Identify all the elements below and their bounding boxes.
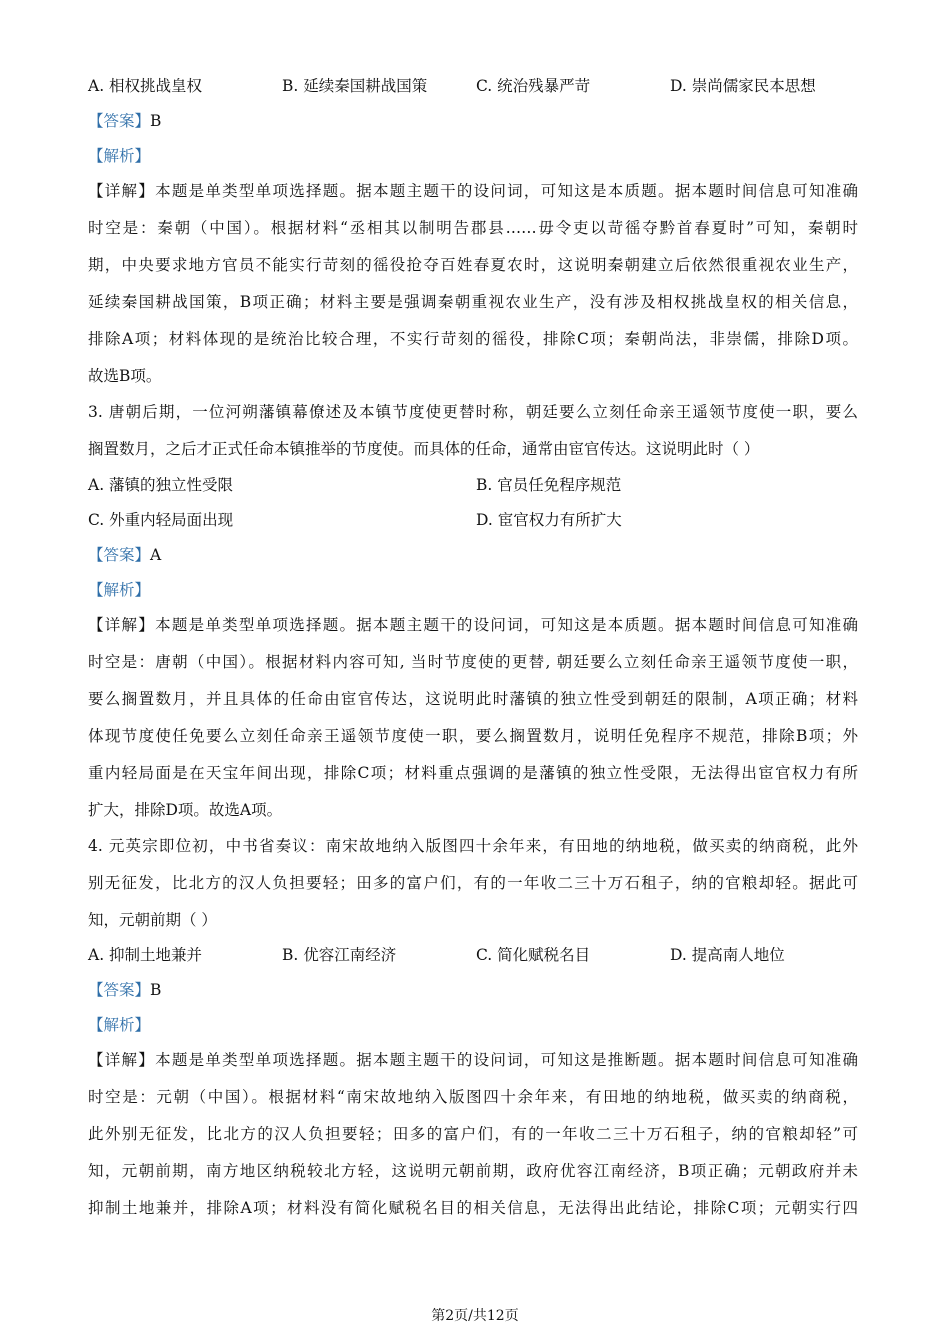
q3-option-c: C. 外重内轻局面出现 (88, 511, 234, 529)
answer-value: A (150, 546, 162, 564)
q2-detail-line: 延续秦国耕战国策，B项正确；材料主要是强调秦朝重视农业生产，没有涉及相权挑战皇权的相关信息， (88, 293, 858, 311)
q4-detail-line: 知，元朝前期，南方地区纳税较北方轻，这说明元朝前期，政府优容江南经济，B项正确；元朝政府并未 (88, 1162, 858, 1180)
q2-detail-line: 排除A项；材料体现的是统治比较合理，不实行苛刻的徭役，排除C项；秦朝尚法，非崇儒，排除D项。 (88, 330, 858, 348)
q2-option-b: B. 延续秦国耕战国策 (282, 77, 428, 95)
q4-stem-line: 知，元朝前期（ ） (88, 911, 217, 929)
q3-detail-line: 时空是：唐朝（中国）。根据材料内容可知, 当时节度使的更替, 朝廷要么立刻任命亲王遥领节度使一职， (88, 653, 858, 671)
answer-tag: 【答案】 (88, 112, 151, 130)
q4-detail-line: 抑制土地兼并，排除A项；材料没有简化赋税名目的相关信息，无法得出此结论，排除C项；元朝实行四 (88, 1199, 858, 1217)
q3-detail-line (88, 615, 858, 635)
q4-option-c: C. 简化赋税名目 (476, 946, 591, 964)
answer-tag: 【答案】 (88, 546, 151, 564)
q3-detail-line: 要么搁置数月，并且具体的任命由宦官传达，这说明此时藩镇的独立性受到朝廷的限制，A项正确；材料 (88, 690, 858, 708)
q4-option-a: A. 抑制土地兼并 (88, 946, 203, 964)
q2-detail-line: 时空是：秦朝（中国）。根据材料“丞相其以制明告郡县……毋令吏以苛徭夺黔首春夏时”可知，秦朝时 (88, 219, 858, 237)
q3-answer (88, 545, 161, 565)
detail-tag: 【详解】 (88, 182, 156, 200)
q2-option-d: D. 崇尚儒家民本思想 (670, 77, 816, 95)
detail-text: 本题是单类型单项选择题。据本题主题干的设问词，可知这是推断题。据本题时间信息可知准确 (155, 1051, 858, 1069)
q4-stem-line: 4. 元英宗即位初，中书省奏议：南宋故地纳入版图四十余年来，有田地的纳地税，做买卖的纳商税，此外 (88, 837, 858, 855)
answer-value: B (150, 981, 162, 999)
q4-detail-line (88, 1050, 858, 1070)
q4-detail-line: 此外别无征发，比北方的汉人负担要轻；田多的富户们，有的一年收二三十万石租子，纳的官粮却轻”可 (88, 1125, 858, 1143)
q4-detail-line: 时空是：元朝（中国）。根据材料“南宋故地纳入版图四十余年来，有田地的纳地税，做买卖的纳商税， (88, 1088, 858, 1106)
q2-option-a: A. 相权挑战皇权 (88, 77, 203, 95)
q2-analysis-tag: 【解析】 (88, 147, 151, 165)
q4-answer (88, 980, 161, 1000)
q2-detail-line: 故选B项。 (88, 367, 162, 385)
q3-detail-line: 重内轻局面是在天宝年间出现，排除C项；材料重点强调的是藩镇的独立性受限，无法得出宦官权力有所 (88, 764, 858, 782)
q3-stem-line: 搁置数月，之后才正式任命本镇推举的节度使。而具体的任命，通常由宦官传达。这说明此时（ ） (88, 440, 760, 458)
answer-tag: 【答案】 (88, 981, 151, 999)
q4-option-b: B. 优容江南经济 (282, 946, 397, 964)
q3-option-a: A. 藩镇的独立性受限 (88, 476, 234, 494)
page-footer: 第2页/共12页 (431, 1308, 519, 1324)
detail-tag: 【详解】 (88, 1051, 156, 1069)
q3-stem-line: 3. 唐朝后期，一位河朔藩镇幕僚述及本镇节度使更替时称，朝廷要么立刻任命亲王遥领节度使一职，要么 (88, 403, 858, 421)
q2-detail-line (88, 181, 858, 201)
q4-analysis-tag: 【解析】 (88, 1016, 151, 1034)
detail-tag: 【详解】 (88, 616, 156, 634)
q3-option-b: B. 官员任免程序规范 (476, 476, 622, 494)
detail-text: 本题是单类型单项选择题。据本题主题干的设问词，可知这是本质题。据本题时间信息可知准确 (155, 182, 858, 200)
q4-stem-line: 别无征发，比北方的汉人负担要轻；田多的富户们，有的一年收二三十万石租子，纳的官粮却轻。据此可 (88, 874, 858, 892)
q3-option-d: D. 宦官权力有所扩大 (476, 511, 622, 529)
q4-option-d: D. 提高南人地位 (670, 946, 785, 964)
answer-value: B (150, 112, 162, 130)
detail-text: 本题是单类型单项选择题。据本题主题干的设问词，可知这是本质题。据本题时间信息可知准确 (155, 616, 858, 634)
q2-answer (88, 111, 161, 131)
q2-option-c: C. 统治残暴严苛 (476, 77, 591, 95)
q3-analysis-tag: 【解析】 (88, 581, 151, 599)
q2-detail-line: 期，中央要求地方官员不能实行苛刻的徭役抢夺百姓春夏农时，这说明秦朝建立后依然很重视农业生产， (88, 256, 858, 274)
q3-detail-line: 体现节度使任免要么立刻任命亲王遥领节度使一职，要么搁置数月，说明任免程序不规范，排除B项；外 (88, 727, 858, 745)
q3-detail-line: 扩大，排除D项。故选A项。 (88, 801, 283, 819)
